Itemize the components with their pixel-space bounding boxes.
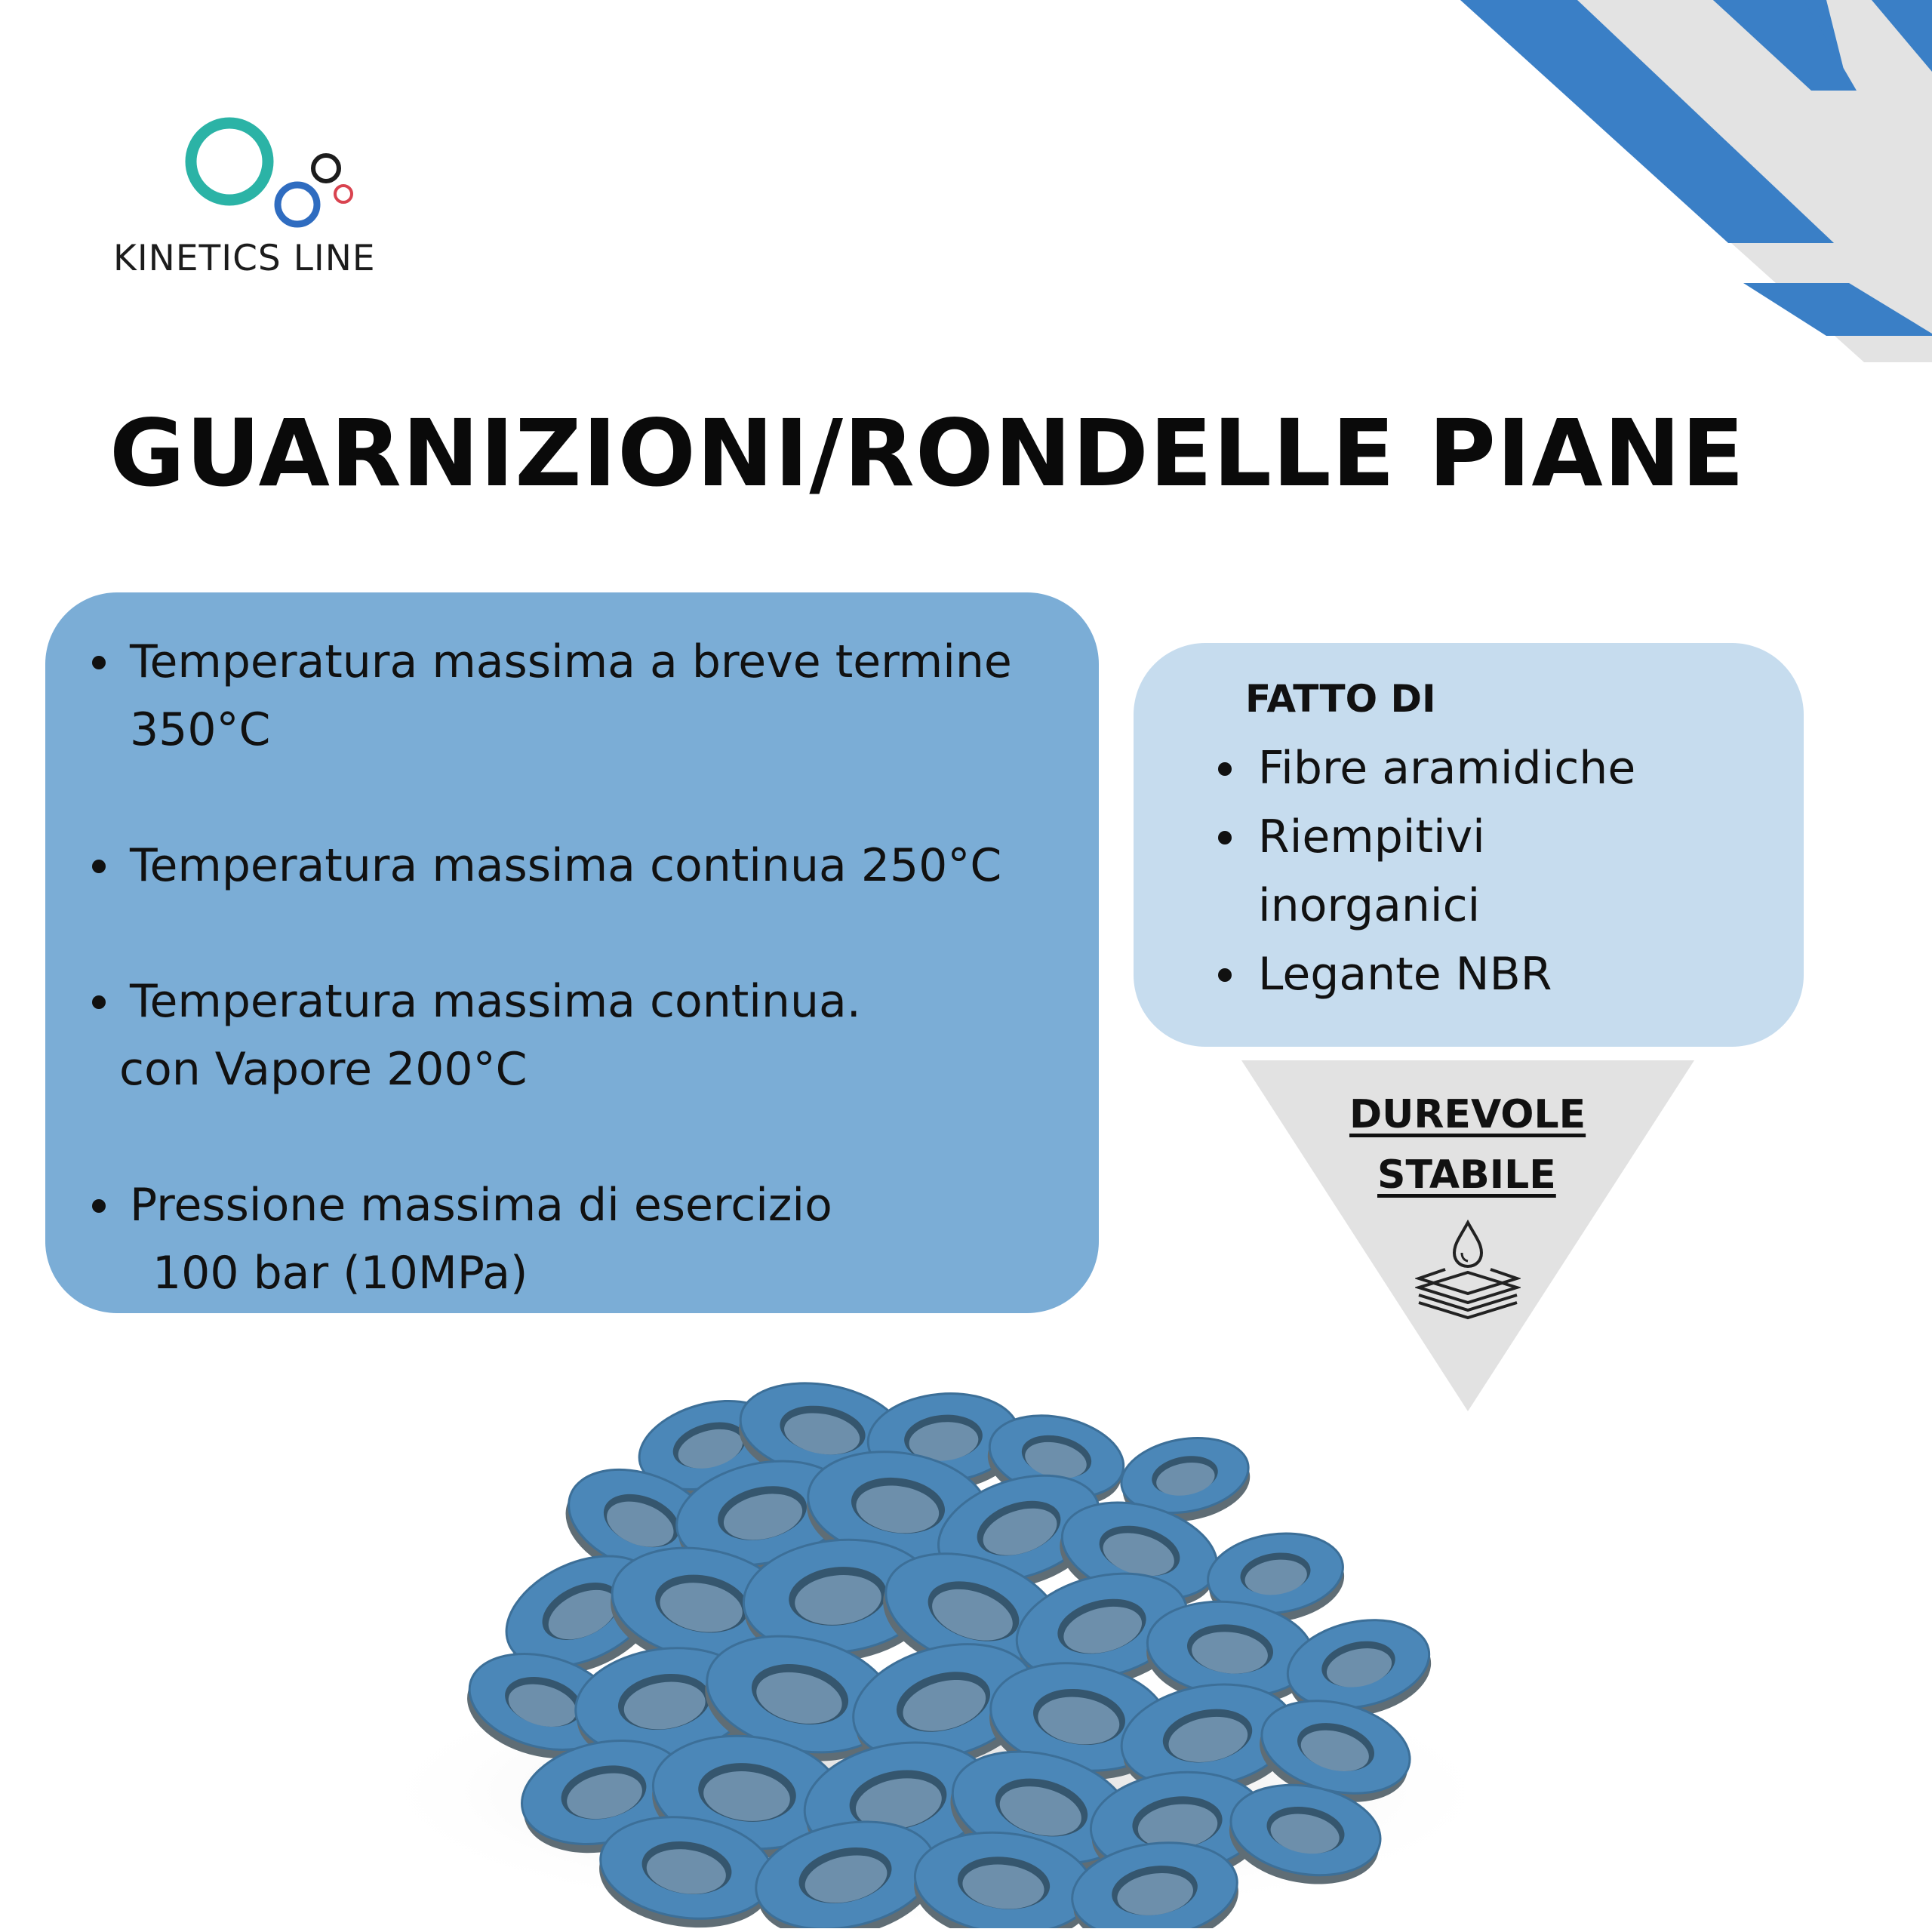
spec-item-text: Temperatura massima continua 250°C [130, 839, 1002, 892]
spec-item-text: con Vapore 200°C [119, 1043, 528, 1096]
bullet-dot [1218, 762, 1232, 776]
washers-product-image [355, 1324, 1562, 1928]
materials-heading: FATTO DI [1245, 677, 1436, 721]
material-item-text: inorganici [1258, 879, 1481, 932]
bullet-dot [92, 860, 106, 873]
material-item-text: Fibre aramidiche [1258, 742, 1636, 795]
materials-panel [1134, 643, 1804, 1047]
brand-logo [106, 106, 453, 287]
specs-panel [45, 592, 1099, 1313]
bullet-dot [92, 1199, 106, 1213]
water-drop-layers-icon [1415, 1215, 1521, 1321]
material-item-text: Riempitivi [1258, 811, 1485, 863]
spec-item-text: 350°C [130, 703, 271, 756]
callout-durable: DUREVOLE [1349, 1092, 1586, 1137]
callout-stable: STABILE [1377, 1152, 1556, 1198]
bullet-dot [1218, 831, 1232, 844]
page-title: GUARNIZIONI/RONDELLE PIANE [109, 400, 1746, 507]
logo-circles-icon [106, 106, 453, 238]
bullet-dot [92, 995, 106, 1009]
brand-name: KINETICS LINE [113, 238, 376, 279]
material-item-text: Legante NBR [1258, 948, 1552, 1001]
spec-item-text: Temperatura massima a breve termine [130, 635, 1012, 688]
bullet-dot [1218, 968, 1232, 982]
spec-item-text: Temperatura massima continua. [130, 975, 861, 1028]
bullet-dot [92, 656, 106, 669]
spec-item-text: Pressione massima di esercizio [130, 1179, 832, 1232]
spec-item-text: 100 bar (10MPa) [152, 1247, 528, 1300]
